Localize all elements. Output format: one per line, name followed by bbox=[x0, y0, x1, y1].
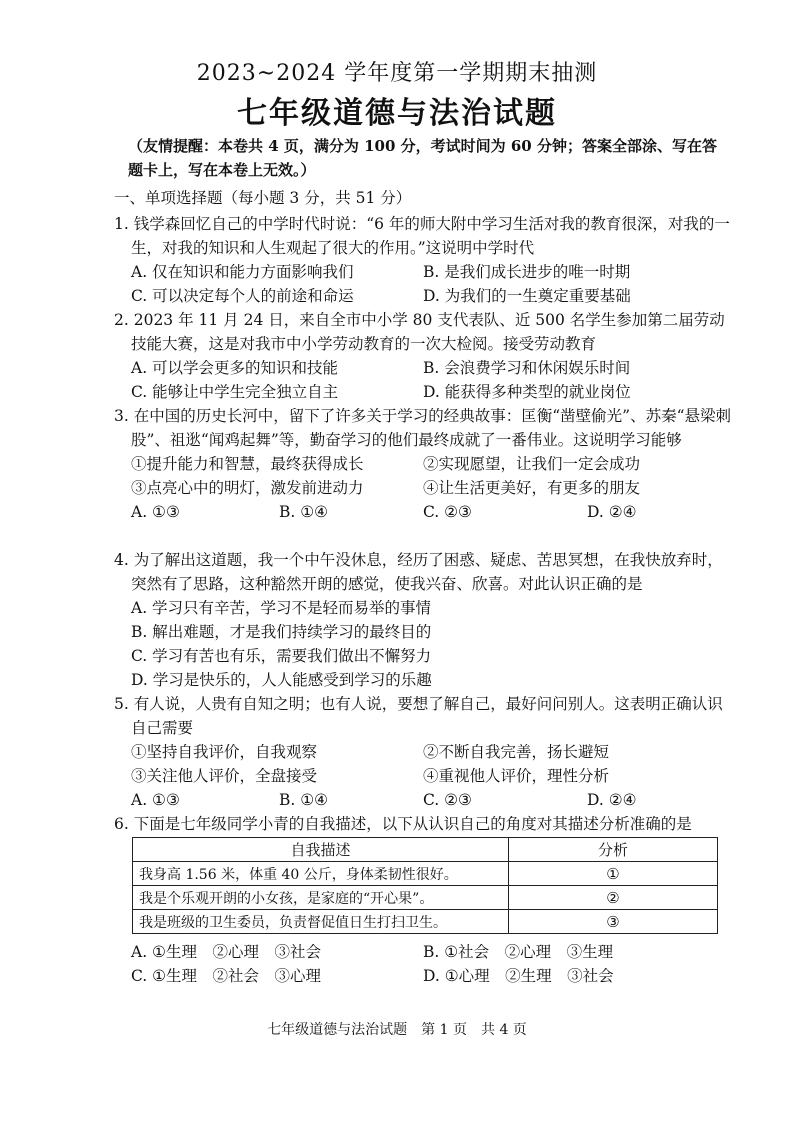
table-cell: ① bbox=[509, 862, 718, 886]
option-c: C. ②③ bbox=[423, 503, 472, 521]
question-5 bbox=[114, 692, 732, 812]
question-stem: 5. 有人说，人贵有自知之明；也有人说，要想了解自己，最好问问别人。这表明正确认识自己需要 bbox=[114, 695, 723, 737]
option-c: C. 学习有苦也有乐，需要我们做出不懈努力 bbox=[131, 647, 432, 665]
option-a: A. 学习只有辛苦，学习不是轻而易举的事情 bbox=[131, 599, 432, 617]
option-d: D. ②④ bbox=[587, 503, 637, 521]
question-6-options bbox=[114, 940, 732, 988]
table-row bbox=[133, 910, 718, 934]
section-heading: 一、单项选择题（每小题 3 分，共 51 分） bbox=[114, 189, 412, 207]
table-row bbox=[133, 862, 718, 886]
table-cell: 我是个乐观开朗的小女孩，是家庭的“开心果”。 bbox=[133, 886, 509, 910]
statement-1: ①提升能力和智慧，最终获得成长 bbox=[131, 455, 364, 473]
option-a: A. 仅在知识和能力方面影响我们 bbox=[131, 263, 354, 281]
question-4 bbox=[114, 548, 732, 692]
option-b: B. ①④ bbox=[279, 791, 329, 809]
option-a: A. ①生理 ②心理 ③社会 bbox=[131, 943, 321, 961]
question-stem: 1. 钱学森回忆自己的中学时代时说：“6 年的师大附中学习生活对我的教育很深，对我的一生，对我的知识和人生观起了很大的作用。”这说明中学时代 bbox=[114, 215, 730, 257]
option-c: C. 可以决定每个人的前途和命运 bbox=[131, 287, 354, 305]
option-b: B. 会浪费学习和休闲娱乐时间 bbox=[423, 359, 631, 377]
option-b: B. 解出难题，才是我们持续学习的最终目的 bbox=[131, 623, 432, 641]
option-d: D. 学习是快乐的，人人能感受到学习的乐趣 bbox=[131, 671, 432, 689]
exam-subtitle: 七年级道德与法治试题 bbox=[237, 96, 557, 131]
question-3 bbox=[114, 404, 732, 524]
option-b: B. ①④ bbox=[279, 503, 329, 521]
question-1 bbox=[114, 212, 732, 308]
statement-4: ④让生活更美好，有更多的朋友 bbox=[423, 479, 641, 497]
option-d: D. ②④ bbox=[587, 791, 637, 809]
option-a: A. ①③ bbox=[131, 503, 180, 521]
table-header-row bbox=[133, 838, 718, 862]
table-cell: 我身高 1.56 米，体重 40 公斤，身体柔韧性很好。 bbox=[133, 862, 509, 886]
statement-2: ②不断自我完善，扬长避短 bbox=[423, 743, 610, 761]
table-header: 自我描述 bbox=[133, 838, 509, 862]
option-b: B. 是我们成长进步的唯一时期 bbox=[423, 263, 631, 281]
question-6 bbox=[114, 812, 732, 836]
option-c: C. 能够让中学生完全独立自主 bbox=[131, 383, 339, 401]
option-c: C. ②③ bbox=[423, 791, 472, 809]
statement-3: ③关注他人评价，全盘接受 bbox=[131, 767, 318, 785]
option-d: D. ①心理 ②生理 ③社会 bbox=[423, 967, 614, 985]
self-description-table bbox=[132, 837, 718, 934]
option-a: A. ①③ bbox=[131, 791, 180, 809]
page-footer: 七年级道德与法治试题 第 1 页 共 4 页 bbox=[267, 1022, 527, 1038]
exam-notice: （友情提醒：本卷共 4 页，满分为 100 分，考试时间为 60 分钟；答案全部涂、写在答题卡上，写在本卷上无效。） bbox=[128, 137, 717, 179]
statement-4: ④重视他人评价，理性分析 bbox=[423, 767, 610, 785]
question-stem: 3. 在中国的历史长河中，留下了许多关于学习的经典故事：匡衡“凿壁偷光”、苏秦“悬梁刺股”、祖逖“闻鸡起舞”等，勤奋学习的他们最终成就了一番伟业。这说明学习能够 bbox=[114, 407, 731, 449]
option-b: B. ①社会 ②心理 ③生理 bbox=[423, 943, 614, 961]
statement-2: ②实现愿望，让我们一定会成功 bbox=[423, 455, 641, 473]
table-cell: 我是班级的卫生委员，负责督促值日生打扫卫生。 bbox=[133, 910, 509, 934]
question-stem: 4. 为了解出这道题，我一个中午没休息，经历了困惑、疑虑、苦思冥想，在我快放弃时，突然有了思路，这种豁然开朗的感觉，使我兴奋、欣喜。对此认识正确的是 bbox=[114, 551, 723, 593]
table-cell: ③ bbox=[509, 910, 718, 934]
question-2 bbox=[114, 308, 732, 404]
option-a: A. 可以学会更多的知识和技能 bbox=[131, 359, 339, 377]
statement-1: ①坚持自我评价，自我观察 bbox=[131, 743, 318, 761]
question-stem: 6. 下面是七年级同学小青的自我描述，以下从认识自己的角度对其描述分析准确的是 bbox=[114, 815, 692, 833]
option-d: D. 能获得多种类型的就业岗位 bbox=[423, 383, 631, 401]
statement-3: ③点亮心中的明灯，激发前进动力 bbox=[131, 479, 364, 497]
table-header: 分析 bbox=[509, 838, 718, 862]
option-d: D. 为我们的一生奠定重要基础 bbox=[423, 287, 631, 305]
question-stem: 2. 2023 年 11 月 24 日，来自全市中小学 80 支代表队、近 500 名学生参加第二届劳动技能大赛，这是对我市中小学劳动教育的一次大检阅。接受劳动教育 bbox=[114, 311, 725, 353]
exam-title: 2023~2024 学年度第一学期期末抽测 bbox=[196, 61, 598, 86]
option-c: C. ①生理 ②社会 ③心理 bbox=[131, 967, 322, 985]
table-cell: ② bbox=[509, 886, 718, 910]
table-row bbox=[133, 886, 718, 910]
